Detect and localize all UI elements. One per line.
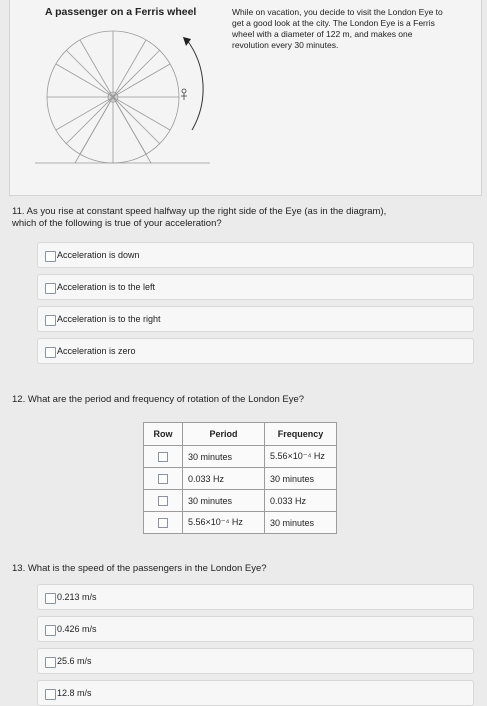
table-row[interactable] — [144, 490, 337, 512]
option-label: Acceleration is to the left — [57, 282, 156, 292]
period-cell: 5.56×10⁻⁴ Hz — [183, 512, 265, 534]
checkbox[interactable] — [45, 689, 56, 700]
q11-option-down[interactable] — [37, 242, 474, 268]
checkbox[interactable] — [45, 283, 56, 294]
option-label: Acceleration is to the right — [57, 314, 161, 324]
q11-option-left[interactable] — [37, 274, 474, 300]
checkbox[interactable] — [45, 625, 56, 636]
period-cell: 30 minutes — [183, 490, 265, 512]
q11-option-zero[interactable] — [37, 338, 474, 364]
period-cell: 30 minutes — [183, 446, 265, 468]
option-label: 0.426 m/s — [57, 624, 97, 634]
option-label: 12.8 m/s — [57, 688, 92, 698]
frequency-cell: 5.56×10⁻⁴ Hz — [265, 446, 337, 468]
checkbox[interactable] — [45, 593, 56, 604]
frequency-cell: 30 minutes — [265, 468, 337, 490]
checkbox[interactable] — [45, 251, 56, 262]
table-row[interactable] — [144, 468, 337, 490]
row-checkbox[interactable] — [158, 452, 168, 462]
option-label: 25.6 m/s — [57, 656, 92, 666]
table-row[interactable] — [144, 512, 337, 534]
row-checkbox[interactable] — [158, 496, 168, 506]
row-checkbox[interactable] — [158, 518, 168, 528]
checkbox[interactable] — [45, 347, 56, 358]
q13-option-a[interactable] — [37, 584, 474, 610]
header-period: Period — [183, 423, 265, 446]
frequency-cell: 30 minutes — [265, 512, 337, 534]
question-12: 12. What are the period and frequency of rotation of the London Eye? — [12, 394, 305, 405]
q13-option-c[interactable] — [37, 648, 474, 674]
frequency-cell: 0.033 Hz — [265, 490, 337, 512]
figure-title: A passenger on a Ferris wheel — [45, 6, 197, 18]
period-frequency-table — [143, 422, 337, 534]
header-row: Row — [144, 423, 183, 446]
option-label: 0.213 m/s — [57, 592, 97, 602]
option-label: Acceleration is down — [57, 250, 140, 260]
ferris-wheel-diagram — [30, 20, 220, 175]
figure-description: While on vacation, you decide to visit the London Eye to get a good look at the city. The London Eye is a Ferris wheel with a diameter of 122 m, and makes one revolution every 30 minutes. — [232, 7, 443, 50]
checkbox[interactable] — [45, 315, 56, 326]
question-11: 11. As you rise at constant speed halfway up the right side of the Eye (as in the diagram), which of the following is true of your acceleration? — [12, 206, 387, 229]
q13-option-d[interactable] — [37, 680, 474, 706]
question-13: 13. What is the speed of the passengers in the London Eye? — [12, 563, 267, 574]
option-label: Acceleration is zero — [57, 346, 136, 356]
header-frequency: Frequency — [265, 423, 337, 446]
q13-option-b[interactable] — [37, 616, 474, 642]
row-checkbox[interactable] — [158, 474, 168, 484]
period-cell: 0.033 Hz — [183, 468, 265, 490]
table-row[interactable] — [144, 446, 337, 468]
checkbox[interactable] — [45, 657, 56, 668]
q11-option-right[interactable] — [37, 306, 474, 332]
